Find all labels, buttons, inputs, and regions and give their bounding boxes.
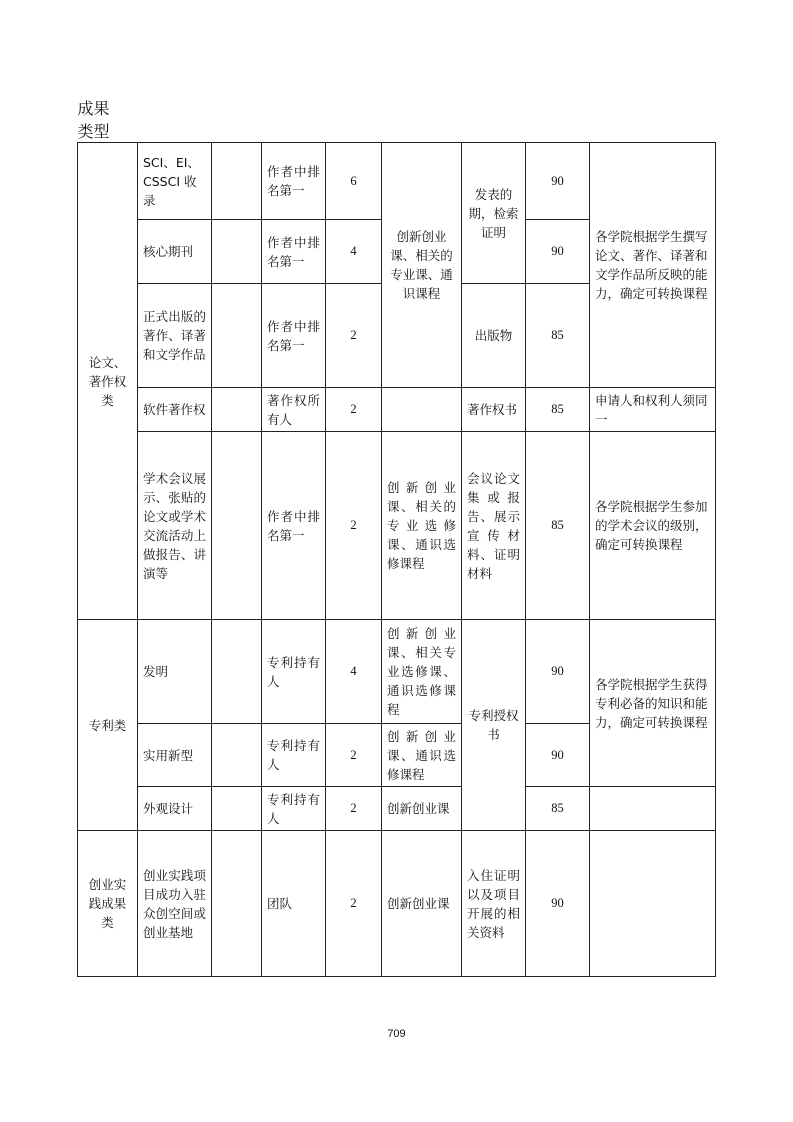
table-row [78,388,716,432]
header-row: 成果 类型 [77,99,110,141]
row-course: 创新创业课、通识选修课程 [382,724,462,787]
row-name: 学术会议展示、张贴的论文或学术交流活动上做报告、讲演等 [138,432,212,620]
row-credits: 2 [326,724,382,787]
row-level [212,220,262,284]
merged-patent-note: 各学院根据学生获得专利必备的知识和能力，确定可转换课程 [590,620,716,787]
row-course: 创新创业课、相关的专业选修课、通识选修课程 [382,432,462,620]
row-evidence: 会议论文集或报告、展示宣传材料、证明材料 [462,432,526,620]
row-credits: 2 [326,787,382,831]
row-course: 创新创业课、相关专业选修课、通识选修课程 [382,620,462,724]
row-level [212,724,262,787]
row-name: 正式出版的著作、译著和文学作品 [138,284,212,388]
row-name: 创业实践项目成功入驻众创空间或创业基地 [138,831,212,977]
row-credits: 2 [326,388,382,432]
row-level [212,831,262,977]
row-course: 创新创业课 [382,831,462,977]
row-name: 实用新型 [138,724,212,787]
section-patent: 专利类 [78,620,138,831]
row-score: 90 [526,620,590,724]
row-standard: 作者中排名第一 [262,284,326,388]
row-score: 85 [526,432,590,620]
section-thesis: 论文、著作权类 [78,143,138,620]
table-row [78,432,716,620]
row-standard: 专利持有人 [262,724,326,787]
row-name: 发明 [138,620,212,724]
row-evidence: 出版物 [462,284,526,388]
row-score: 90 [526,724,590,787]
row-credits: 6 [326,143,382,220]
merged-course: 创新创业课、相关的专业课、通识课程 [382,143,462,388]
row-score: 90 [526,220,590,284]
row-standard: 作者中排名第一 [262,432,326,620]
row-level [212,284,262,388]
row-note: 各学院根据学生参加的学术会议的级别，确定可转换课程 [590,432,716,620]
credit-conversion-table [77,96,716,977]
merged-evidence: 发表的期，检索证明 [462,143,526,284]
row-level [212,143,262,220]
row-credits: 4 [326,220,382,284]
page-number: 709 [387,1028,406,1040]
row-name: 核心期刊 [138,220,212,284]
row-evidence: 入住证明以及项目开展的相关资料 [462,831,526,977]
table-row [78,787,716,831]
row-standard: 作者中排名第一 [262,143,326,220]
row-standard: 著作权所有人 [262,388,326,432]
row-standard: 专利持有人 [262,787,326,831]
row-name: SCI、EI、CSSCI 收录 [138,143,212,220]
table-row [78,831,716,977]
row-standard: 团队 [262,831,326,977]
row-score: 90 [526,831,590,977]
row-credits: 2 [326,831,382,977]
row-name: 软件著作权 [138,388,212,432]
row-course: 创新创业课 [382,787,462,831]
row-standard: 作者中排名第一 [262,220,326,284]
row-note [590,831,716,977]
row-note: 申请人和权利人须同一 [590,388,716,432]
section-startup: 创业实践成果类 [78,831,138,977]
row-course [382,388,462,432]
row-note [590,787,716,831]
row-credits: 2 [326,284,382,388]
row-score: 85 [526,388,590,432]
row-name: 外观设计 [138,787,212,831]
row-score: 85 [526,787,590,831]
row-level [212,787,262,831]
merged-note: 各学院根据学生撰写论文、著作、译著和文学作品所反映的能力，确定可转换课程 [590,143,716,388]
row-standard: 专利持有人 [262,620,326,724]
row-level [212,388,262,432]
row-level [212,620,262,724]
row-score: 90 [526,143,590,220]
table-row [78,620,716,724]
row-score: 85 [526,284,590,388]
row-level [212,432,262,620]
merged-patent-evidence: 专利授权书 [462,620,526,831]
row-evidence: 著作权书 [462,388,526,432]
row-credits: 4 [326,620,382,724]
table-row [78,143,716,220]
row-credits: 2 [326,432,382,620]
